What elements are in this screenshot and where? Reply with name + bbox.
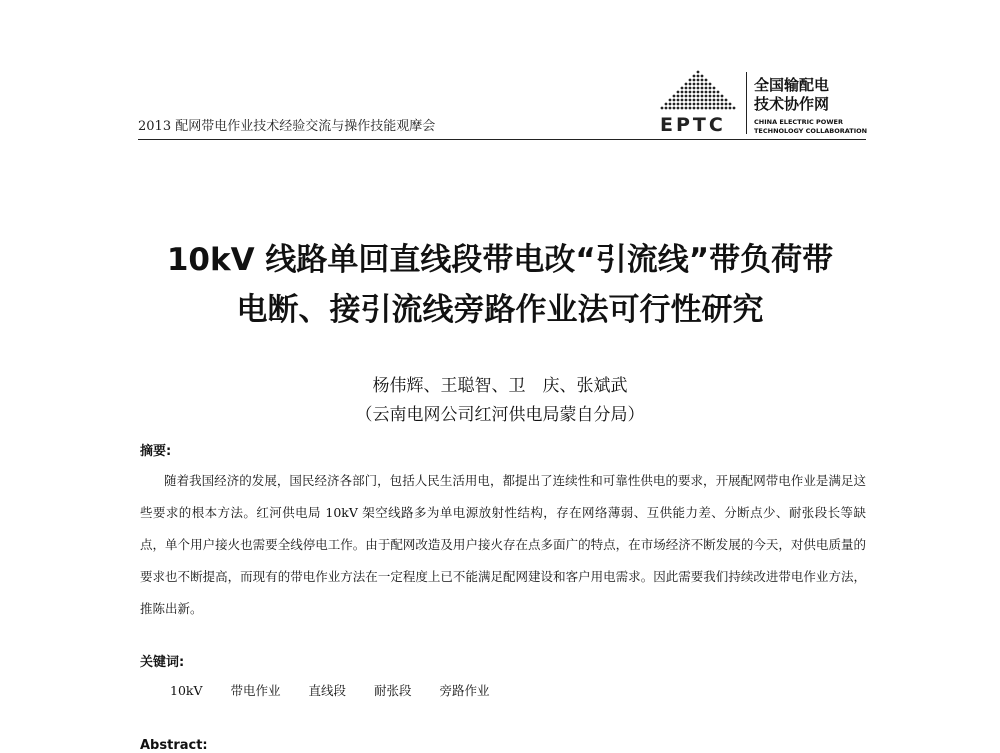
logo-divider bbox=[746, 72, 747, 134]
keywords-list bbox=[170, 681, 504, 699]
logo-cn-line1: 全国输配电 bbox=[754, 76, 830, 94]
paper-title-line1: 10kV 线路单回直线段带电改“引流线”带负荷带 bbox=[166, 242, 834, 278]
eptc-logo bbox=[652, 62, 866, 138]
logo-cn-line2: 技术协作网 bbox=[754, 95, 830, 113]
paper-authors: 杨伟辉、王聪智、卫 庆、张斌武 bbox=[372, 376, 628, 396]
abstract-text: 随着我国经济的发展，国民经济各部门，包括人民生活用电，都提出了连续性和可靠性供电的要求，开展配网带电作业是满足这些要求的根本方法。红河供电局 10kV 架空线路多为单电源放射性结构，存在网络薄弱、互供能力差、分断点少、耐张段长等缺点，单个用户接火也需要全线停电工作。由于配网改造及用户接火存在点多面广的特点，在市场经济不断发展的今天，对供电质量的要求也不断提高，而现有的带电作业方法在一定程度上已不能满足配网建设和客户用电需求。因此需要我们持续改进带电作业方法，推陈出新。 bbox=[140, 473, 866, 616]
paper-affiliation: （云南电网公司红河供电局蒙自分局） bbox=[355, 405, 645, 425]
eptc-dot-pyramid-icon bbox=[652, 66, 744, 116]
keyword-item: 耐张段 bbox=[374, 683, 412, 698]
keywords-label: 关键词: bbox=[140, 655, 185, 670]
header-rule bbox=[138, 139, 866, 140]
logo-en-line2: TECHNOLOGY COLLABORATION bbox=[754, 127, 868, 135]
abstract-en-label: Abstract: bbox=[140, 738, 208, 753]
keyword-item: 旁路作业 bbox=[439, 683, 490, 698]
conference-name: 2013 配网带电作业技术经验交流与操作技能观摩会 bbox=[138, 119, 436, 134]
keyword-item: 带电作业 bbox=[230, 683, 281, 698]
logo-en-line1: CHINA ELECTRIC POWER bbox=[754, 118, 843, 126]
abstract-label: 摘要: bbox=[140, 444, 172, 459]
paper-title-line2: 电断、接引流线旁路作业法可行性研究 bbox=[236, 292, 764, 328]
keyword-item: 直线段 bbox=[308, 683, 347, 698]
keyword-item: 10kV bbox=[170, 683, 203, 698]
abstract-body bbox=[140, 465, 866, 625]
logo-acronym: EPTC bbox=[660, 114, 726, 136]
page-header bbox=[138, 62, 866, 140]
